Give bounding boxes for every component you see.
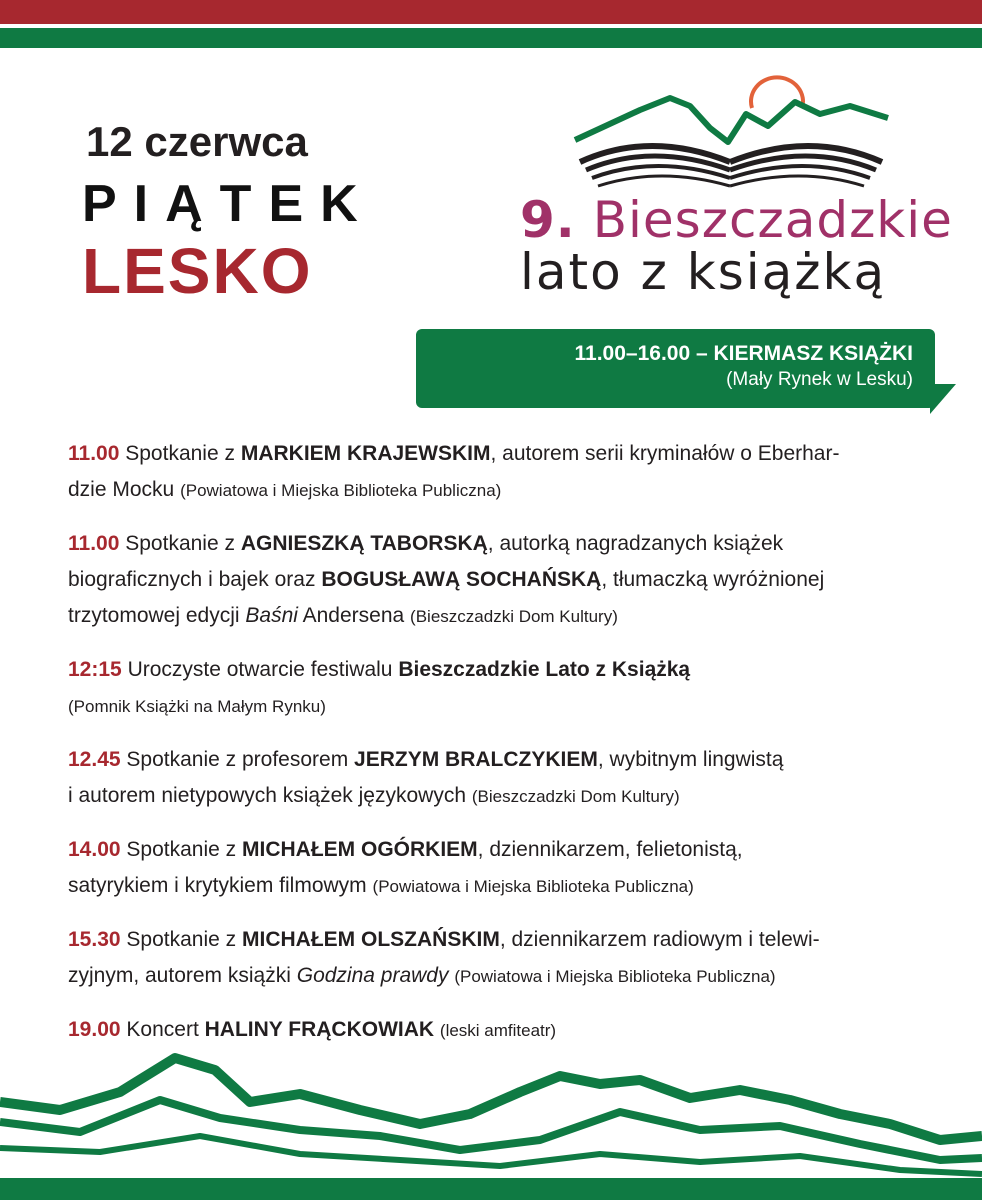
top-green-stripe — [0, 28, 982, 48]
event-time: 11.00 — [68, 442, 120, 465]
event-time: 19.00 — [68, 1018, 121, 1041]
event-guest: BOGUSŁAWĄ SOCHAŃSKĄ — [321, 568, 602, 591]
event-schedule — [68, 436, 928, 1066]
event-time: 12.45 — [68, 748, 121, 771]
festival-title-line1 — [520, 192, 960, 248]
event-venue: (leski amfiteatr) — [439, 1021, 557, 1040]
event-time: 11.00 — [68, 532, 120, 555]
event-guest: HALINY FRĄCKOWIAK — [204, 1018, 435, 1041]
book-fair-banner — [416, 329, 935, 408]
event-town: LESKO — [82, 235, 313, 307]
event-text: Andersena — [302, 604, 405, 627]
event-text: i autorem nietypowych książek językowych — [68, 784, 466, 807]
event-text: Uroczyste otwarcie festiwalu — [127, 658, 393, 681]
event-venue: (Powiatowa i Miejska Biblioteka Publiczna) — [372, 877, 694, 896]
schedule-item — [68, 832, 928, 905]
book-fair-banner-tail — [930, 384, 956, 414]
event-text: satyrykiem i krytykiem filmowym — [68, 874, 367, 897]
date-block — [82, 118, 375, 307]
event-text: , dziennikarzem, felietonistą, — [477, 838, 743, 861]
book-fair-title: 11.00–16.00 – KIERMASZ KSIĄŻKI — [574, 342, 913, 365]
event-text: Spotkanie z — [125, 442, 235, 465]
schedule-item — [68, 526, 928, 635]
event-text: Spotkanie z — [126, 838, 237, 861]
festival-edition-number: 9. — [520, 191, 576, 249]
book-fair-location: (Mały Rynek w Lesku) — [726, 369, 913, 390]
event-venue: (Powiatowa i Miejska Biblioteka Publiczna) — [454, 967, 776, 986]
event-date: 12 czerwca — [86, 118, 308, 165]
event-guest: MARKIEM KRAJEWSKIM — [240, 442, 491, 465]
event-venue: (Bieszczadzki Dom Kultury) — [471, 787, 680, 806]
event-text: Koncert — [126, 1018, 199, 1041]
bottom-green-stripe — [0, 1178, 982, 1200]
event-text: trzytomowej edycji — [68, 604, 240, 627]
mountain-range-icon — [0, 1040, 982, 1180]
event-book-title: Godzina prawdy — [296, 964, 449, 987]
schedule-item — [68, 742, 928, 815]
event-guest: MICHAŁEM OGÓRKIEM — [242, 838, 478, 861]
event-time: 14.00 — [68, 838, 121, 861]
event-text: Spotkanie z — [125, 532, 235, 555]
event-venue: (Bieszczadzki Dom Kultury) — [410, 607, 618, 626]
event-text: , tłumaczką wyróżnionej — [601, 568, 825, 591]
event-text: , autorem serii kryminałów o Eberhar- — [490, 442, 840, 465]
event-text: , autorką nagradzanych książek — [487, 532, 784, 555]
top-red-stripe — [0, 0, 982, 24]
event-text: zyjnym, autorem książki — [68, 964, 291, 987]
mountain-line-icon — [575, 98, 888, 142]
event-text: biograficznych i bajek oraz — [68, 568, 316, 591]
festival-name-first: Bieszczadzkie — [592, 191, 953, 249]
event-weekday: PIĄTEK — [82, 175, 375, 233]
schedule-item — [68, 922, 928, 995]
festival-name-second: lato z książką — [520, 243, 887, 301]
festival-title — [520, 192, 960, 300]
event-guest: AGNIESZKĄ TABORSKĄ — [240, 532, 488, 555]
event-text: Spotkanie z — [126, 928, 237, 951]
event-time: 12:15 — [68, 658, 122, 681]
festival-logo-book-mountains-icon — [570, 70, 890, 195]
event-guest: JERZYM BRALCZYKIEM — [354, 748, 598, 771]
event-text: , dziennikarzem radiowym i telewi- — [499, 928, 820, 951]
event-book-title: Baśni — [245, 604, 298, 627]
schedule-item — [68, 652, 928, 725]
event-text: , wybitnym lingwistą — [597, 748, 784, 771]
event-venue: (Pomnik Książki na Małym Rynku) — [68, 697, 326, 716]
event-text: Spotkanie z profesorem — [126, 748, 349, 771]
event-text: dzie Mocku — [68, 478, 175, 501]
event-highlight: Bieszczadzkie Lato z Książką — [398, 658, 691, 681]
schedule-item — [68, 436, 928, 509]
event-time: 15.30 — [68, 928, 121, 951]
event-guest: MICHAŁEM OLSZAŃSKIM — [242, 928, 500, 951]
event-venue: (Powiatowa i Miejska Biblioteka Publiczna) — [180, 481, 502, 500]
